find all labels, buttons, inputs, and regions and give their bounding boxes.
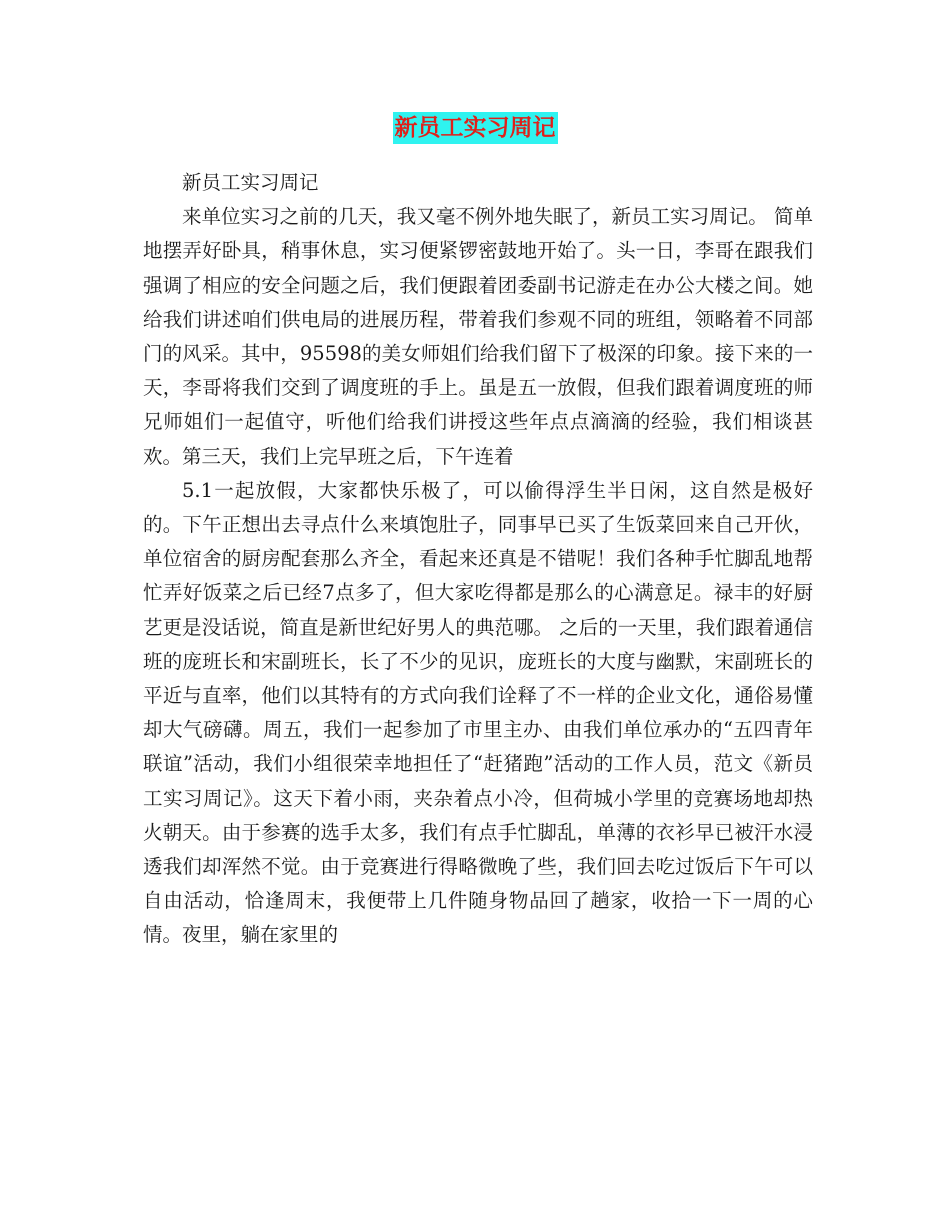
subtitle-paragraph: 新员工实习周记 (182, 171, 319, 194)
title-container (0, 112, 950, 144)
body-paragraph-2: 5.1一起放假，大家都快乐极了，可以偷得浮生半日闲，这自然是极好的。下午正想出去寻点什么来填饱肚子，同事早已买了生饭菜回来自己开伙，单位宿舍的厨房配套那么齐全，看起来还真是不错呢！我们各种手忙脚乱地帮忙弄好饭菜之后已经7点多了，但大家吃得都是那么的心满意足。禄丰的好厨艺更是没话说，简直是新世纪好男人的典范哪。 之后的一天里，我们跟着通信班的庞班长和宋副班长，长了不少的见识，庞班长的大度与幽默，宋副班长的平近与直率，他们以其特有的方式向我们诠释了不一样的企业文化，通俗易懂却大气磅礴。周五，我们一起参加了市里主办、由我们单位承办的“五四青年联谊”活动，我们小组很荣幸地担任了“赶猪跑”活动的工作人员，范文《新员工实习周记》。这天下着小雨，夹杂着点小冷，但荷城小学里的竞赛场地却热火朝天。由于参赛的选手太多，我们有点手忙脚乱，单薄的衣衫早已被汗水浸透我们却浑然不觉。由于竞赛进行得略微晚了些，我们回去吃过饭后下午可以自由活动，恰逢周末，我便带上几件随身物品回了趟家，收拾一下一周的心情。夜里，躺在家里的 (143, 478, 813, 947)
document-title: 新员工实习周记 (393, 112, 558, 144)
document-body (143, 166, 813, 953)
body-paragraph-1: 来单位实习之前的几天，我又毫不例外地失眠了，新员工实习周记。 简单地摆弄好卧具，稍事休息，实习便紧锣密鼓地开始了。头一日，李哥在跟我们强调了相应的安全问题之后，我们便跟着团委副书记游走在办公大楼之间。她给我们讲述咱们供电局的进展历程，带着我们参观不同的班组，领略着不同部门的风采。其中，95598的美女师姐们给我们留下了极深的印象。接下来的一天，李哥将我们交到了调度班的手上。虽是五一放假，但我们跟着调度班的师兄师姐们一起值守，听他们给我们讲授这些年点点滴滴的经验，我们相谈甚欢。第三天，我们上完早班之后，下午连着 (143, 205, 813, 468)
